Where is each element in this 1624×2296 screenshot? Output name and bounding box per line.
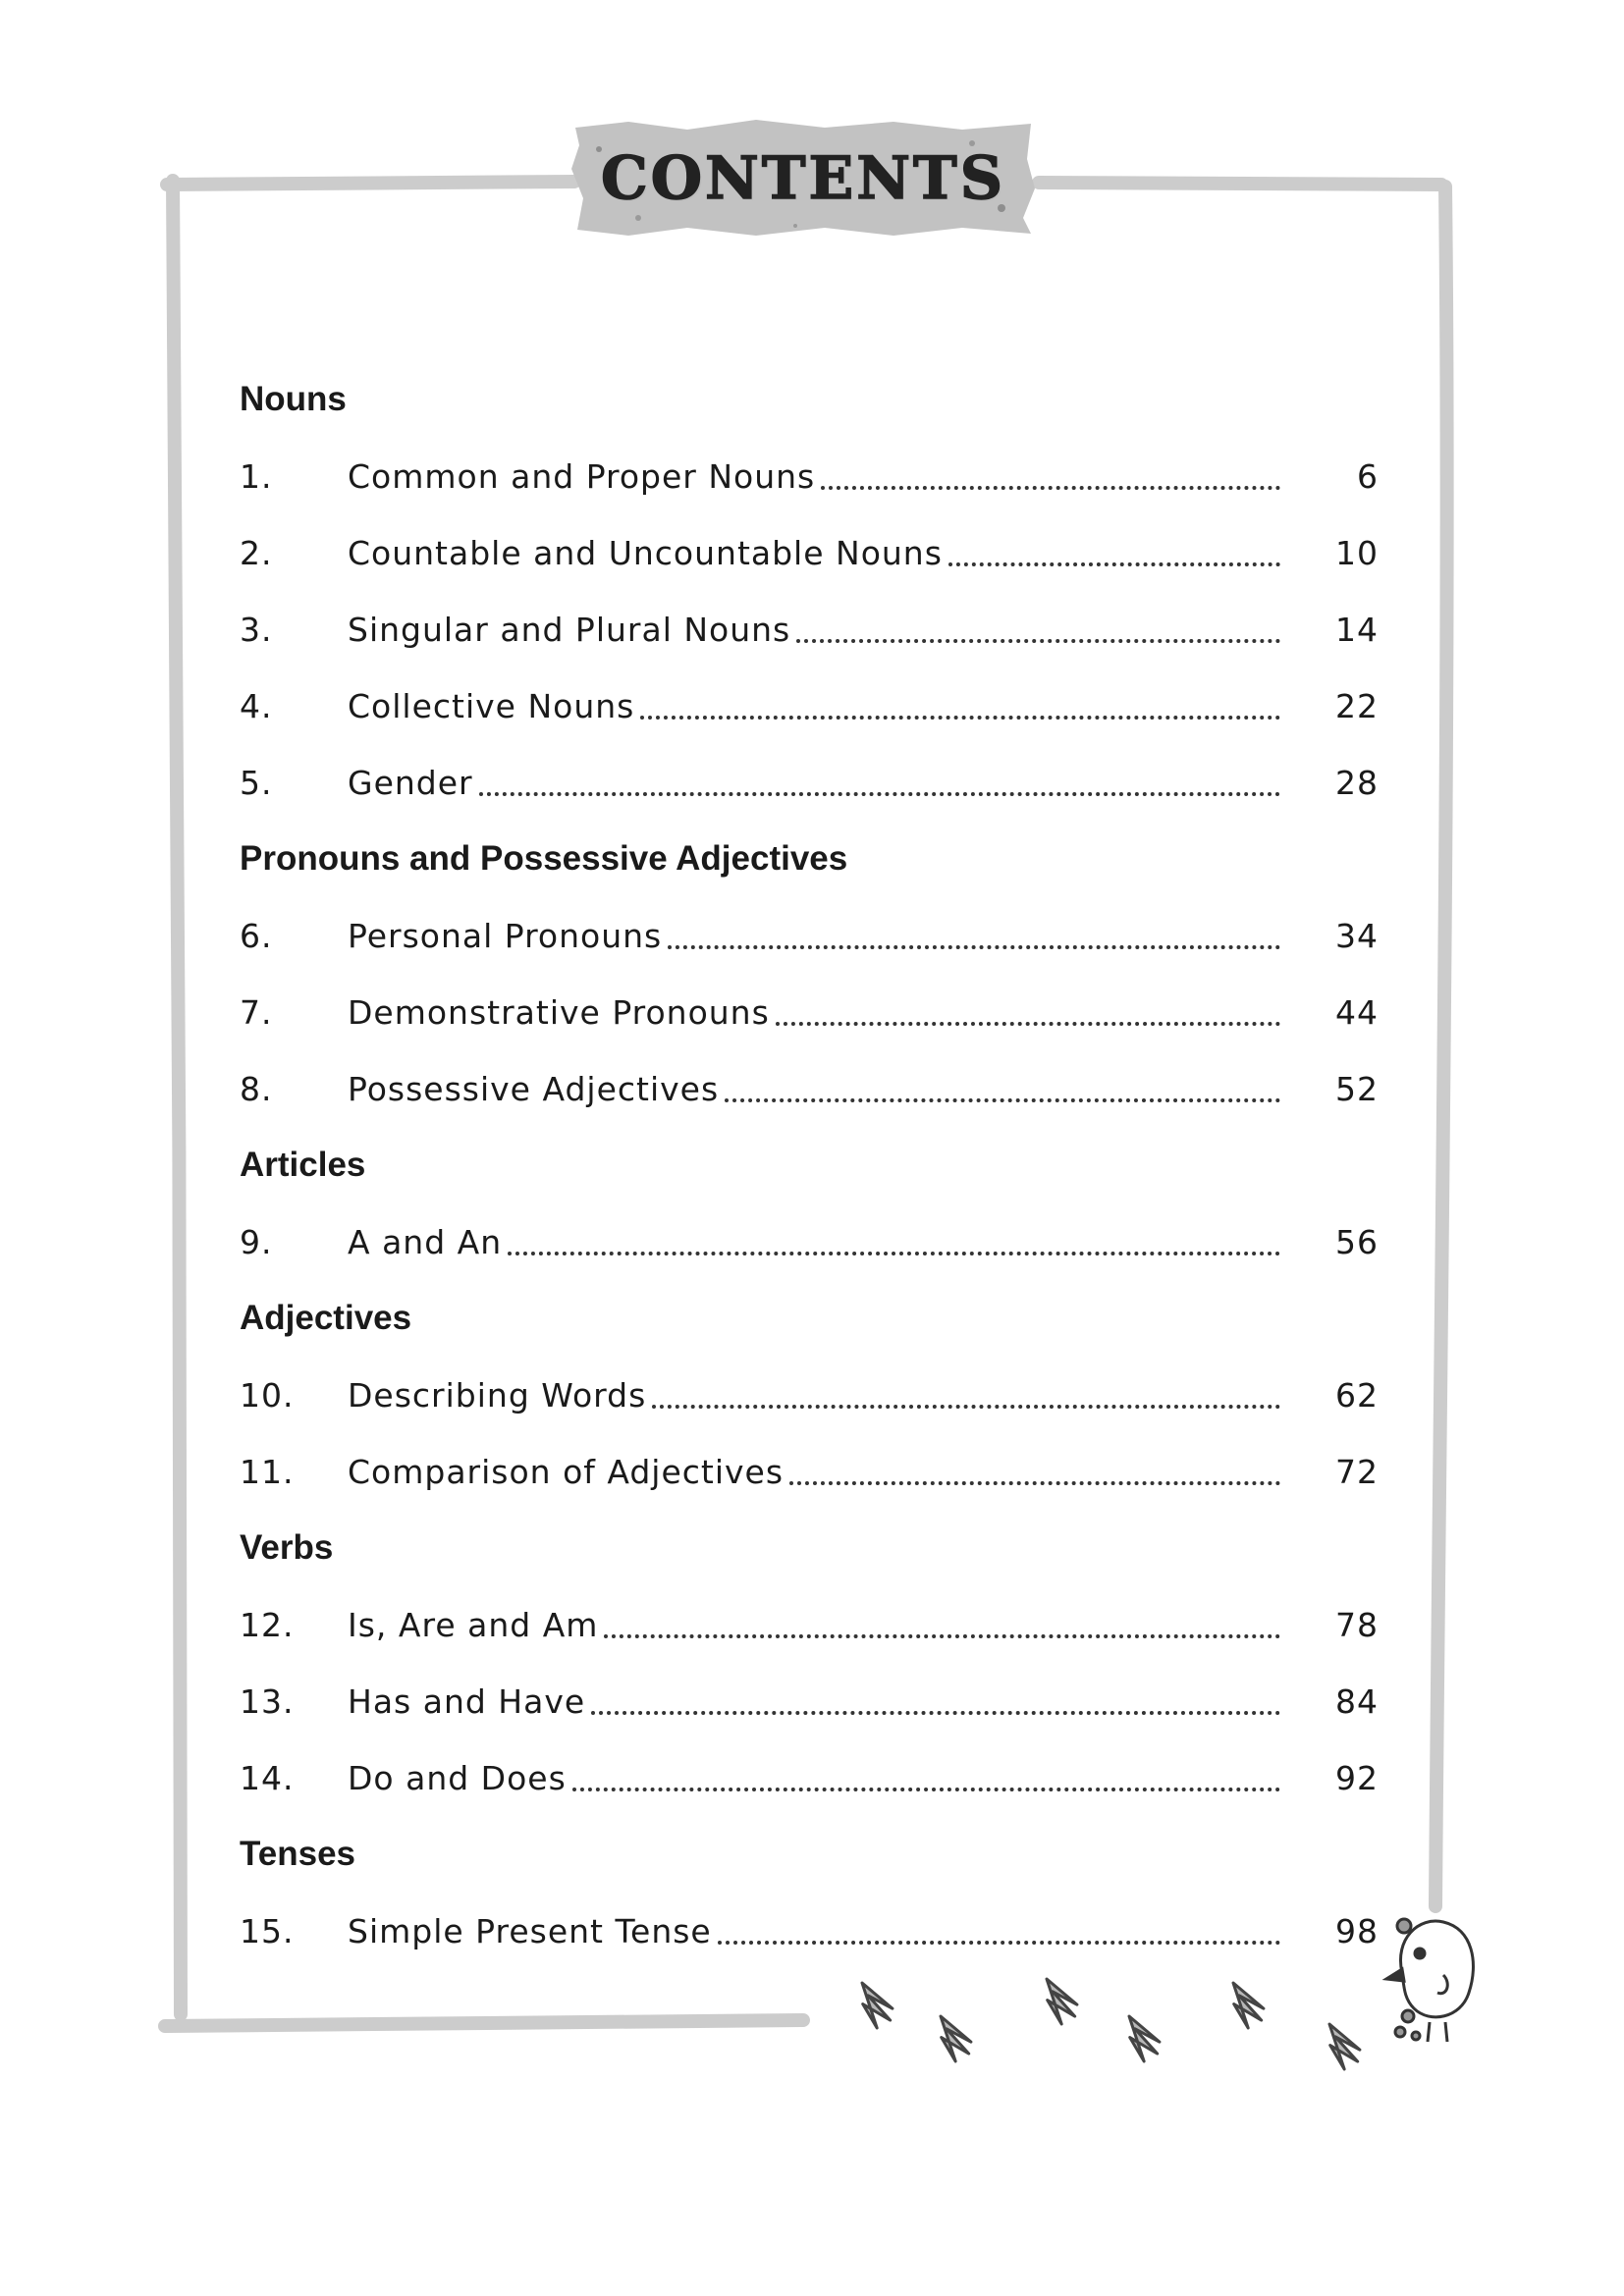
section-heading: Nouns [240,380,347,418]
bird-footprint-icon [928,2016,978,2064]
dot-leader [725,1071,1280,1102]
dot-leader [789,1454,1280,1485]
section-heading: Articles [240,1146,366,1184]
toc-entry[interactable] [240,591,1379,667]
dot-leader [796,612,1280,643]
dot-leader [640,688,1280,720]
entry-number: 11. [240,1452,295,1491]
toc-entry[interactable] [240,438,1379,514]
dot-leader [776,994,1280,1026]
entry-number: 13. [240,1682,295,1721]
entry-number: 10. [240,1375,295,1415]
entry-number: 7. [240,992,273,1032]
toc-entry[interactable] [240,1433,1379,1510]
entry-number: 14. [240,1758,295,1797]
bird-footprint-icon [849,1983,899,2031]
entry-number: 8. [240,1069,273,1108]
section-heading: Pronouns and Possessive Adjectives [240,839,848,878]
entry-number: 15. [240,1911,295,1950]
dot-leader [508,1224,1280,1255]
section-heading: Verbs [240,1528,334,1567]
toc-entry[interactable] [240,667,1379,744]
toc-entry[interactable] [240,514,1379,591]
dot-leader [948,535,1280,566]
entry-page-number: 14 [1335,610,1379,649]
entry-page-number: 34 [1335,916,1379,955]
dot-leader [572,1760,1280,1791]
entry-page-number: 56 [1335,1222,1379,1261]
page-title: CONTENTS [600,144,1006,213]
entry-page-number: 44 [1335,992,1379,1032]
toc-entry[interactable] [240,897,1379,974]
dot-leader [652,1377,1280,1409]
frame-top-left [167,182,574,185]
entry-title: Comparison of Adjectives [348,1452,785,1491]
entry-page-number: 72 [1335,1452,1379,1491]
entry-title: Possessive Adjectives [348,1069,720,1108]
frame-bottom [165,2020,803,2026]
entry-number: 4. [240,686,273,725]
entry-title: Do and Does [348,1758,567,1797]
dot-leader [604,1607,1280,1638]
dot-leader [591,1683,1280,1715]
entry-number: 3. [240,610,273,649]
entry-title: Singular and Plural Nouns [348,610,791,649]
frame-top-right [1039,183,1441,185]
entry-page-number: 98 [1335,1911,1379,1950]
entry-title: A and An [348,1222,503,1261]
entry-title: Describing Words [348,1375,647,1415]
table-of-contents [240,361,1379,1969]
entry-title: Collective Nouns [348,686,635,725]
toc-entry[interactable] [240,1893,1379,1969]
entry-page-number: 10 [1335,533,1379,572]
bird-footprint-icon [1317,2024,1367,2072]
dot-leader [718,1913,1280,1945]
toc-entry[interactable] [240,744,1379,821]
toc-entry[interactable] [240,1739,1379,1816]
entry-page-number: 6 [1357,456,1379,496]
entry-title: Simple Present Tense [348,1911,712,1950]
entry-title: Countable and Uncountable Nouns [348,533,943,572]
entry-title: Has and Have [348,1682,586,1721]
entry-title: Is, Are and Am [348,1605,599,1644]
bird-footprint-icon [1116,2016,1166,2064]
bird-mascot-icon [1386,1919,1473,2042]
entry-page-number: 84 [1335,1682,1379,1721]
entry-title: Common and Proper Nouns [348,456,816,496]
footprints-trail [849,1979,1367,2072]
dot-leader [479,765,1280,796]
toc-entry[interactable] [240,1050,1379,1127]
title-banner [569,120,1037,238]
entry-number: 6. [240,916,273,955]
frame-right [1435,187,1447,1906]
entry-page-number: 62 [1335,1375,1379,1415]
entry-page-number: 28 [1335,763,1379,802]
frame-left [173,181,181,2014]
toc-entry[interactable] [240,1203,1379,1280]
entry-page-number: 78 [1335,1605,1379,1644]
entry-number: 12. [240,1605,295,1644]
toc-entry[interactable] [240,1586,1379,1663]
toc-entry[interactable] [240,1663,1379,1739]
toc-entry[interactable] [240,974,1379,1050]
toc-entry[interactable] [240,1357,1379,1433]
entry-title: Gender [348,763,473,802]
dot-leader [668,918,1280,949]
entry-page-number: 22 [1335,686,1379,725]
entry-page-number: 52 [1335,1069,1379,1108]
entry-number: 2. [240,533,273,572]
bird-footprint-icon [1220,1983,1271,2031]
entry-number: 1. [240,456,273,496]
entry-title: Personal Pronouns [348,916,663,955]
entry-number: 5. [240,763,273,802]
entry-page-number: 92 [1335,1758,1379,1797]
dot-leader [821,458,1280,490]
bird-footprint-icon [1034,1979,1084,2027]
entry-number: 9. [240,1222,273,1261]
section-heading: Adjectives [240,1299,412,1337]
section-heading: Tenses [240,1835,356,1873]
entry-title: Demonstrative Pronouns [348,992,770,1032]
